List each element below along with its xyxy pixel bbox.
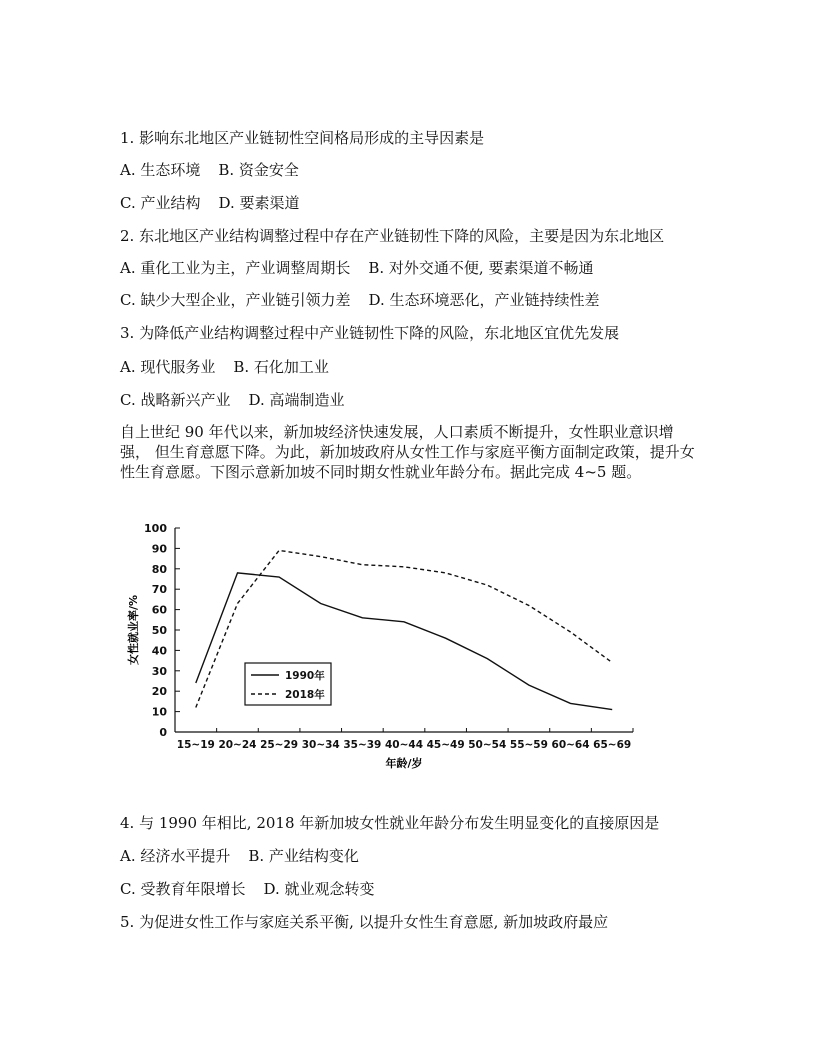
option-c[interactable]: C. 战略新兴产业 [120, 391, 231, 409]
question-stem: 5. 为促进女性工作与家庭关系平衡, 以提升女性生育意愿, 新加坡政府最应 [120, 913, 609, 931]
question-stem: 1. 影响东北地区产业链韧性空间格局形成的主导因素是 [120, 129, 485, 147]
passage-text: 自上世纪 90 年代以来，新加坡经济快速发展，人口素质不断提升，女性职业意识增强， 但生育意愿下降。为此，新加坡政府从女性工作与家庭平衡方面制定政策，提升女性生育意愿。下图示意新加坡不同时期女性就业年龄分布。据此完成 4~5 题。 [120, 423, 695, 481]
question-stem: 3. 为降低产业结构调整过程中产业链韧性下降的风险，东北地区宜优先发展 [120, 324, 620, 342]
x-tick-label: 45~49 [426, 739, 465, 751]
y-tick-label: 0 [159, 726, 167, 739]
x-tick-label: 15~19 [176, 739, 215, 751]
x-tick-label: 55~59 [509, 739, 548, 751]
y-axis-label: 女性就业率/% [127, 594, 140, 666]
chart-legend [245, 663, 331, 705]
option-a[interactable]: A. 重化工业为主，产业调整周期长 [120, 259, 351, 277]
x-tick-label: 65~69 [593, 739, 632, 751]
x-axis-label: 年龄/岁 [385, 757, 423, 770]
options-row [120, 846, 359, 866]
x-tick-label: 30~34 [301, 739, 340, 751]
option-d[interactable]: D. 就业观念转变 [263, 880, 375, 898]
y-tick-label: 30 [151, 664, 167, 678]
option-a[interactable]: A. 现代服务业 [120, 358, 216, 376]
option-b[interactable]: B. 石化加工业 [233, 358, 329, 376]
x-tick-label: 20~24 [218, 739, 257, 751]
option-c[interactable]: C. 产业结构 [120, 194, 201, 212]
y-tick-label: 90 [151, 542, 167, 556]
option-b[interactable]: B. 产业结构变化 [248, 847, 359, 865]
option-c[interactable]: C. 受教育年限增长 [120, 880, 246, 898]
legend-label: 1990年 [285, 670, 325, 682]
x-tick-label: 40~44 [384, 739, 424, 751]
options-row [120, 258, 593, 278]
y-tick-label: 100 [144, 522, 167, 535]
x-tick-label: 50~54 [468, 739, 507, 751]
question-stem: 4. 与 1990 年相比, 2018 年新加坡女性就业年龄分布发生明显变化的直接原因是 [120, 814, 660, 832]
option-b[interactable]: B. 对外交通不便, 要素渠道不畅通 [368, 259, 594, 277]
option-d[interactable]: D. 高端制造业 [248, 391, 345, 409]
option-a[interactable]: A. 经济水平提升 [120, 847, 231, 865]
option-a[interactable]: A. 生态环境 [120, 161, 201, 179]
options-row [120, 357, 329, 377]
x-tick-label: 60~64 [551, 739, 590, 751]
y-tick-label: 20 [151, 685, 167, 699]
option-c[interactable]: C. 缺少大型企业，产业链引领力差 [120, 291, 351, 309]
option-d[interactable]: D. 生态环境恶化，产业链持续性差 [368, 291, 600, 309]
x-tick-label: 25~29 [260, 739, 299, 751]
y-tick-label: 50 [151, 624, 167, 637]
option-d[interactable]: D. 要素渠道 [218, 194, 300, 212]
options-row [120, 193, 300, 213]
options-row [120, 390, 345, 410]
y-tick-label: 70 [151, 583, 167, 597]
options-row [120, 879, 375, 899]
y-tick-label: 40 [151, 644, 167, 658]
question-stem: 2. 东北地区产业结构调整过程中存在产业链韧性下降的风险，主要是因为东北地区 [120, 227, 665, 245]
employment-line-chart [115, 515, 655, 775]
x-tick-label: 35~39 [343, 739, 382, 751]
options-row [120, 160, 299, 180]
options-row [120, 290, 600, 310]
y-tick-label: 10 [151, 705, 167, 719]
y-tick-label: 60 [151, 603, 167, 617]
option-b[interactable]: B. 资金安全 [218, 161, 299, 179]
y-tick-label: 80 [151, 562, 167, 576]
legend-label: 2018年 [285, 689, 325, 701]
